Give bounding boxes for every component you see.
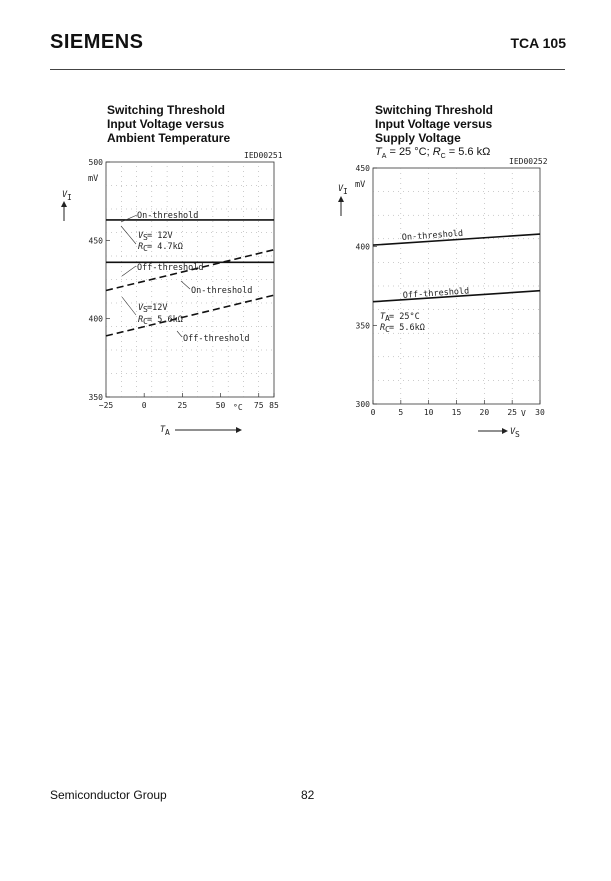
subtitle-rc-value: = 5.6 kΩ [445, 146, 491, 158]
right-x-tick-label: 25 [507, 408, 517, 417]
right-title-line-2: Input Voltage versus [375, 117, 493, 131]
left-vs-2-sub: S [143, 305, 148, 314]
right-x-tick-label: 10 [423, 408, 434, 417]
left-leader-on-2 [181, 281, 190, 289]
left-leader-off-2 [177, 331, 182, 337]
left-x-tick-label: −25 [98, 401, 114, 410]
part-number: TCA 105 [510, 35, 566, 51]
left-x-unit: °C [233, 403, 243, 412]
left-y-tick-label: 350 [88, 393, 103, 402]
right-title-line-3: Supply Voltage [375, 131, 461, 145]
right-y-tick-label: 450 [355, 164, 370, 173]
left-leader-on-1 [121, 215, 137, 222]
left-grid [106, 162, 274, 397]
left-vs-2: V [138, 303, 144, 313]
right-x-tick-label: 0 [370, 408, 376, 417]
right-y-unit: mV [355, 180, 366, 190]
right-x-tick-label: 20 [479, 408, 490, 417]
right-x-arrowhead [502, 428, 508, 434]
subtitle-ta-sub: A [381, 153, 387, 161]
subtitle-ta-value: = 25 °C; [386, 146, 433, 158]
left-vs-1: V [138, 231, 144, 241]
left-vs-1-value: = 12V [147, 231, 173, 241]
right-x-unit: V [521, 409, 526, 418]
right-ta-value: = 25°C [389, 312, 420, 322]
left-x-arrowhead [236, 427, 242, 433]
right-on-threshold-label: On-threshold [401, 228, 464, 243]
right-x-tick-label: 5 [398, 408, 404, 417]
right-y-label: V [338, 184, 344, 194]
right-figure-code: IED00252 [509, 157, 548, 166]
left-on-threshold-label-2: On-threshold [191, 286, 253, 296]
right-y-tick-label: 300 [355, 400, 370, 409]
left-rc-1-sub: C [143, 244, 148, 253]
left-off-threshold-label-2: Off-threshold [183, 334, 250, 344]
left-rc-2-sub: C [143, 317, 148, 326]
left-x-tick-label: 25 [177, 401, 188, 410]
right-grid [373, 168, 540, 404]
right-x-label-sub: S [515, 430, 520, 439]
right-x-tick-label: 30 [535, 408, 545, 417]
right-y-arrowhead [338, 196, 344, 202]
left-leader-off-1 [122, 266, 136, 276]
left-x-tick-label: 50 [215, 401, 226, 410]
left-figure-code: IED00251 [244, 151, 283, 160]
left-rc-2: R [138, 315, 144, 325]
left-x-tick-label: 75 [253, 401, 264, 410]
left-vs-2-value: =12V [147, 303, 168, 313]
subtitle-rc: R [432, 146, 441, 158]
left-leader-params-2 [122, 297, 136, 315]
right-ta: T [380, 312, 386, 322]
left-title-line-2: Input Voltage versus [107, 117, 225, 131]
left-y-tick-label: 400 [88, 314, 103, 324]
footer-page-number: 82 [301, 788, 315, 802]
left-rc-1: R [138, 242, 144, 252]
left-series-3-line [106, 295, 274, 336]
left-x-label: T [160, 425, 166, 435]
left-leader-params-1 [121, 226, 136, 244]
left-x-label-sub: A [165, 428, 170, 437]
left-y-label-sub: I [67, 193, 72, 202]
right-y-tick-label: 350 [355, 321, 370, 331]
left-x-axis-label [160, 425, 242, 437]
left-x-tick-label: 85 [269, 401, 279, 410]
left-y-axis-label [61, 190, 72, 221]
subtitle-ta: T [375, 146, 382, 158]
left-on-threshold-label-1: On-threshold [137, 211, 199, 221]
right-rc-value: = 5.6kΩ [389, 323, 425, 333]
right-chart [338, 157, 548, 439]
right-rc: R [380, 323, 386, 333]
right-x-label: V [510, 427, 516, 437]
left-y-label: V [62, 190, 68, 200]
left-off-threshold-label-1: Off-threshold [137, 263, 204, 273]
footer-publisher: Semiconductor Group [50, 788, 167, 802]
left-x-tick-label: 0 [141, 401, 147, 410]
left-y-tick-label: 450 [88, 236, 103, 246]
left-title-line-1: Switching Threshold [107, 103, 226, 117]
right-y-tick-label: 400 [355, 242, 370, 252]
left-tick-labels [89, 158, 279, 410]
brand-logo: SIEMENS [50, 31, 144, 53]
left-chart [61, 151, 283, 437]
left-rc-1-value: = 4.7kΩ [147, 242, 183, 252]
right-x-axis-label [478, 427, 520, 439]
right-title-line-1: Switching Threshold [375, 103, 494, 117]
left-y-unit: mV [88, 174, 99, 184]
right-ta-sub: A [385, 314, 390, 323]
right-x-tick-label: 15 [451, 408, 462, 417]
right-rc-sub: C [385, 325, 390, 334]
right-y-axis-label [338, 184, 348, 216]
left-title-line-3: Ambient Temperature [107, 131, 231, 145]
left-series [106, 220, 274, 336]
left-rc-2-value: = 5.6kΩ [147, 315, 183, 325]
subtitle-rc-sub: C [440, 153, 446, 161]
left-vs-1-sub: S [143, 233, 148, 242]
right-y-label-sub: I [343, 187, 348, 196]
right-off-threshold-label: Off-threshold [402, 286, 470, 301]
left-y-tick-label: 500 [88, 158, 103, 167]
